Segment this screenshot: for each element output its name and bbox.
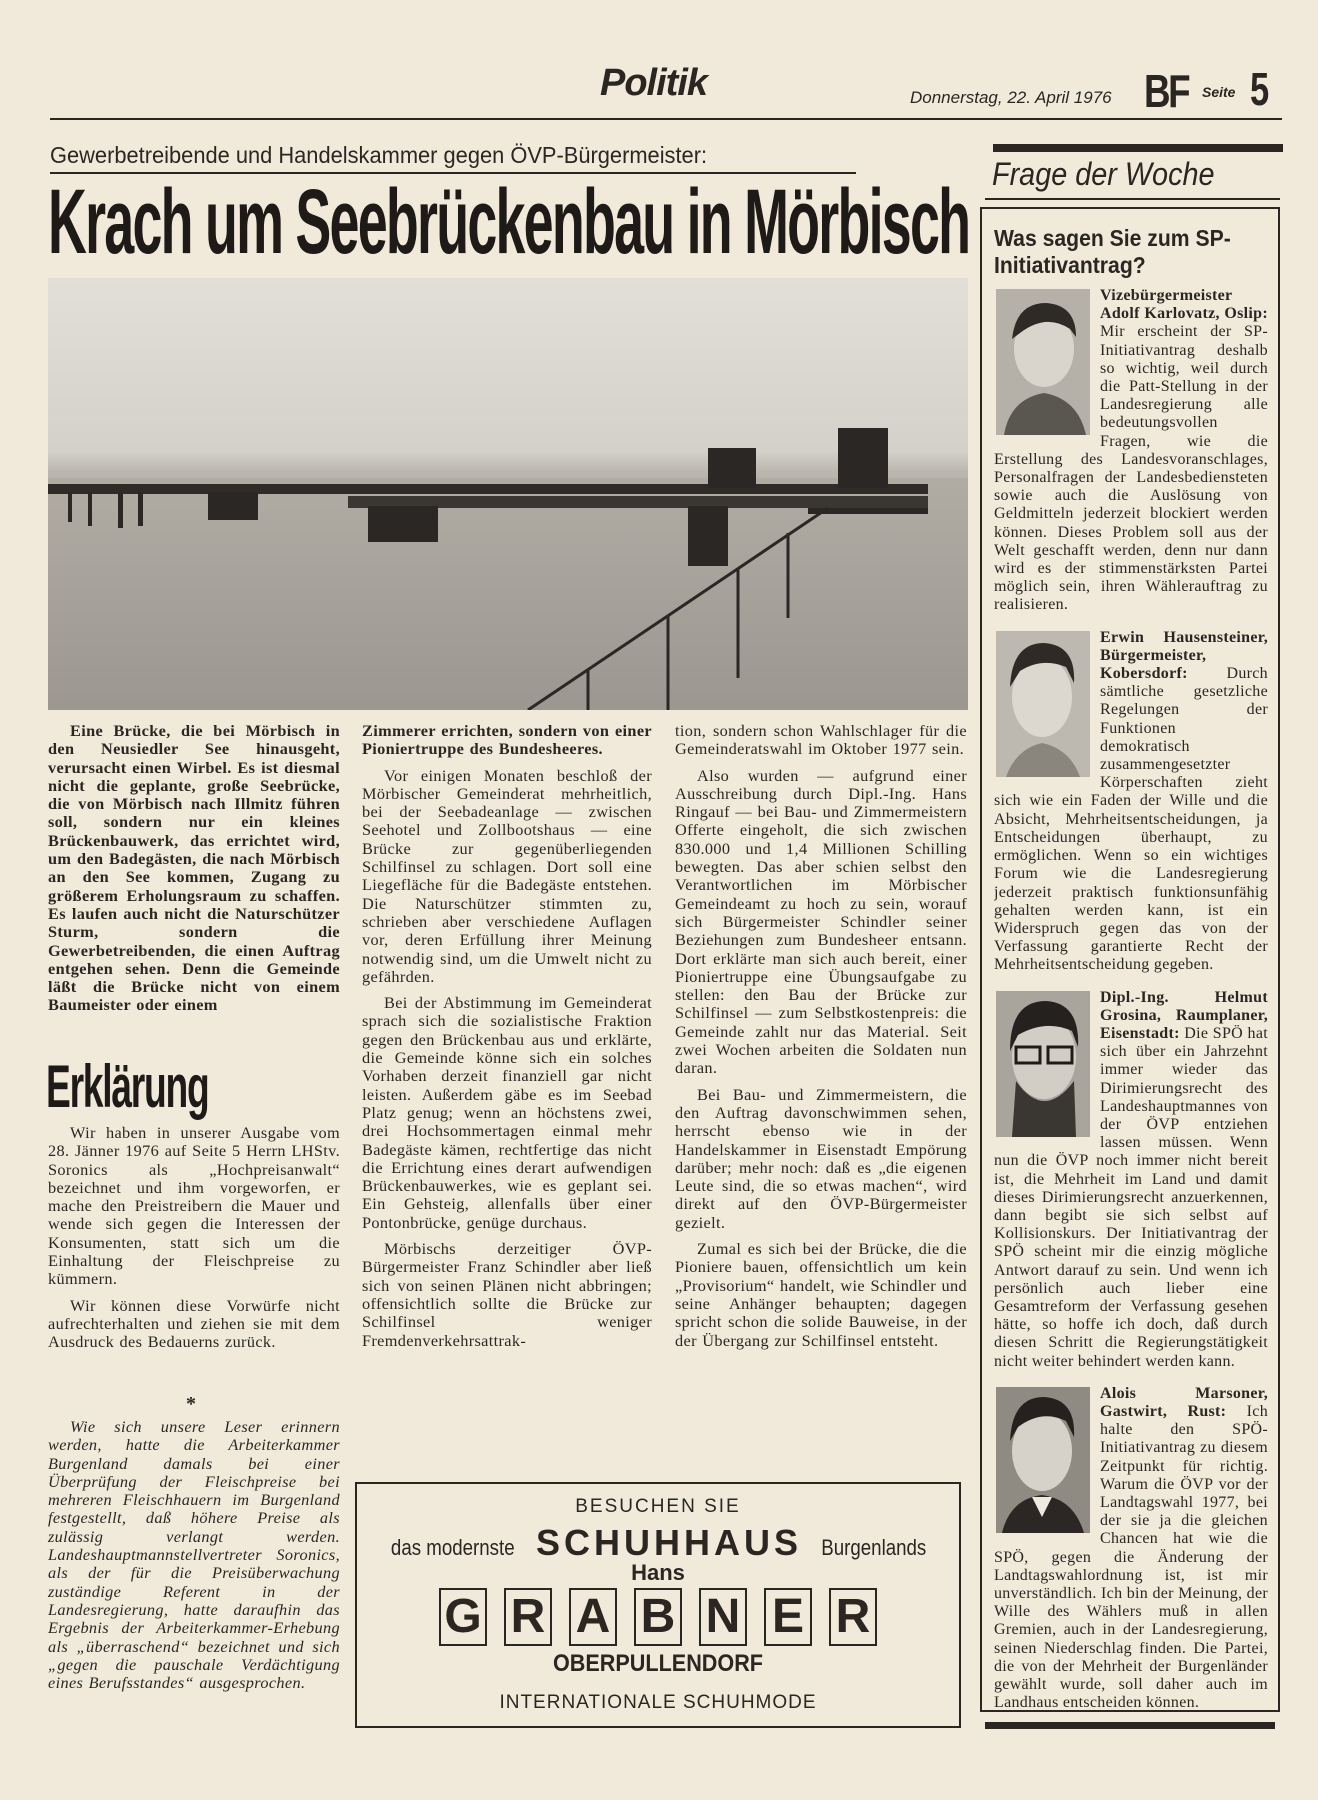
portrait-photo — [996, 991, 1090, 1137]
portrait-photo — [996, 631, 1090, 777]
correction-italic-paragraph: Wie sich unsere Leser erinnern werden, hatte die Arbeiterkammer Burgenland damals bei einer Überprüfung der Fleischpreise bei mehreren Fleischhauern im Burgenland festgestellt, daß höhere Preise als zulässig verlangt werden. Landeshauptmannstellvertreter Soronics, als der für die Preisüberwachung zuständige Referent in der Landesregierung, hatte daraufhin das Ergebnis der Arbeiterkammer-Erhebung als „überraschend“ bezeichnet und sich „gegen die pauschale Verdächtigung eines Berufsstandes“ ausgesprochen. — [48, 1417, 340, 1693]
ad-intro: BESUCHEN SIE — [575, 1496, 741, 1517]
ad-letter: A — [569, 1588, 617, 1646]
sidebar-top-bar — [993, 144, 1283, 152]
body-paragraph: Bei der Abstimmung im Gemeinderat sprach sich die sozialistische Fraktion gegen den Brückenbau aus und erklärte, die Gemeinde könne sich ein solches Vorhaben derzeit finanziell gar nicht leisten. Außerdem gäbe es im Seebad Platz genug; wenn an höchstens zwei, drei Hochsommertagen einmal mehr Badegäste kämen, rechtfertige das nicht die Errichtung eines derart aufwendigen Brückenbauwerkes, wie es geplant sei. Ein Gehsteig, allenfalls über einer Pontonbrücke, genüge durchaus. — [362, 993, 652, 1232]
opinion-entry — [994, 989, 1268, 1371]
body-paragraph: Mörbischs derzeitiger ÖVP-Bürgermeister Franz Schindler aber ließ sich von seinen Plänen nicht abbringen; offensichtlich sollte die Brücke zur Schilfinsel weniger Fremdenverkehrsattrak- — [362, 1239, 652, 1350]
body-paragraph: Vor einigen Monaten beschloß der Mörbischer Gemeinderat mehrheitlich, bei der Seebadeanlage — zwischen Seehotel und Zollbootshaus — eine Brücke zur gegenüberliegenden Schilfinsel zu schlagen. Dort soll eine Liegefläche für die Badegäste entstehen. Die Naturschützer stimmten zu, schrieben aber verschiedene Auflagen vor, deren Erfüllung ihrer Meinung notwendig sind, um die Umwelt nicht zu gefährden. — [362, 765, 652, 986]
ad-letter: N — [699, 1588, 747, 1646]
respondent-answer: Durch sämtliche gesetzliche Regelungen der Funktionen demokratisch zusammengesetzter Körperschaften zieht sich wie ein Faden der Wille und die Absicht, Mehrheitsentscheidungen, ja Entscheidungen überhaupt, zu ermöglichen. Wenn so ein wichtiges Forum wie die Landesregierung jederzeit praktisch funktionsunfähig gehalten werden kann, ist ein Widerspruch gegen das von der Verfassung garantierte Recht der Mehrheitsentscheidung gegeben. — [994, 665, 1268, 974]
article-headline: Krach um Seebrückenbau in Mörbisch — [48, 171, 970, 273]
section-title: Politik — [600, 62, 708, 104]
body-paragraph: Bei Bau- und Zimmermeistern, die den Auftrag davonschwimmen sehen, herrscht ebenso wie in der Handelskammer in Eisenstadt Empörung darüber; mehr noch: daß es „die eigenen Leute sind, die so etwas machen“, wird direkt auf den ÖVP-Bürgermeister gezielt. — [675, 1084, 967, 1232]
respondent-name: Dipl.-Ing. Helmut Grosina, Raumplaner, Eisenstadt: — [1100, 988, 1268, 1042]
ad-name-letters — [357, 1588, 959, 1646]
body-paragraph: tion, sondern schon Wahlschlager für die Gemeinderatswahl im Oktober 1977 sein. — [675, 721, 967, 759]
opinion-entry — [994, 1385, 1268, 1713]
article-kicker: Gewerbetreibende und Handelskammer gegen ÖVP-Bürgermeister: — [50, 142, 708, 168]
page-number: 5 — [1250, 63, 1270, 115]
ad-letter: G — [439, 1588, 487, 1646]
respondent-name: Erwin Hausensteiner, Bürgermeister, Kobersdorf: — [1100, 628, 1268, 683]
ad-letter: R — [504, 1588, 552, 1646]
issue-date: Donnerstag, 22. April 1976 — [910, 88, 1112, 107]
ad-letter: R — [829, 1588, 877, 1646]
portrait-photo — [996, 1387, 1090, 1533]
sidebar-rule — [985, 198, 1280, 200]
article-lead — [48, 722, 340, 1023]
respondent-answer: Ich halte den SPÖ-Initiativantrag zu diesem Zeitpunkt für richtig. Warum die ÖVP vor der Landtagswahl 1977, bei der sie ja die gleichen Chancen hat wie die SPÖ, gegen die Änderung der Landtagswahlordnung ist, ist mir unverständlich. Ich bin der Meinung, der Wille des Wählers muß in allen Gremien, auch in der Landesregierung, seinen Niederschlag finden. Die Partei, die von der Mehrheit der Burgenländer gewählt wurde, soll daher auch im Landhaus entscheiden können. — [994, 1402, 1268, 1712]
opinion-entry — [994, 629, 1268, 975]
respondent-name: Vizebürgermeister Adolf Karlovatz, Oslip: — [1100, 287, 1268, 323]
respondent-answer: Mir erscheint der SP-Initiativantrag deshalb so wichtig, weil durch die Patt-Stellung in der Landesregierung alle bedeutungsvollen Fragen, wie die Erstellung des Landesvoranschlages, Personalfragen der Landesbediensteten sowie auch die Auslösung von Geldmitteln jederzeit blockiert werden können. Dieses Problem soll aus der Welt geschafft werden, denn nur dann wird es der stimmenstärksten Partei möglich sein, ihren Wählerauftrag zu realisieren. — [994, 323, 1268, 614]
ad-tagline — [357, 1522, 959, 1564]
correction-body — [48, 1124, 340, 1360]
ad-brand: SCHUHHAUS — [535, 1522, 802, 1563]
correction-note — [48, 1418, 340, 1700]
portrait-photo — [996, 289, 1090, 435]
question-of-the-week-box — [980, 207, 1280, 1712]
ad-slogan: INTERNATIONALE SCHUHMODE — [499, 1692, 817, 1713]
ad-city: OBERPULLENDORF — [552, 1650, 764, 1677]
opinion-entry — [994, 287, 1268, 615]
respondent-answer: Die SPÖ hat sich über ein Jahrzehnt immer wieder das Dirimierungsrecht des Landeshauptmannes von der ÖVP entziehen lassen müssen. Wenn nun die ÖVP noch immer nicht bereit ist, die Mehrheit im Land und damit dieses Dirimierungsrecht anzuerkennen, dann begibt sie sich selbst auf Kollisionskurs. Der Initiativantrag der SPÖ scheint mir die einzig mögliche Antwort darauf zu sein. Und wenn ich persönlich auch lieber eine Gesamtreform der Verfassung gesehen hätte, so hoffe ich doch, daß durch diesen Schritt die Regierungstätigkeit nicht weiter behindert werden kann. — [994, 1024, 1268, 1370]
respondent-name: Alois Marsoner, Gastwirt, Rust: — [1100, 1384, 1268, 1420]
separator-asterisk: * — [186, 1393, 196, 1415]
shoe-store-advertisement — [355, 1482, 961, 1728]
ad-letter: E — [764, 1588, 812, 1646]
article-column-2 — [362, 722, 652, 1358]
body-paragraph: Zumal es sich bei der Brücke, die die Pioniere bauen, offensichtlich um kein „Provisorium“ handelt, wie Schindler und seine Anhänger behaupten; dagegen spricht schon die solide Bauweise, in der der Übergang zur Schilfinsel entsteht. — [675, 1239, 967, 1350]
lead-continuation: Zimmerer errichten, sondern von einer Pioniertruppe des Bundesheeres. — [362, 721, 652, 759]
newspaper-logo: BF — [1144, 65, 1189, 117]
correction-paragraph: Wir haben in unserer Ausgabe vom 28. Jänner 1976 auf Seite 5 Herrn LHStv. Soronics als „Hochpreisanwalt“ bezeichnet und ihm vorgeworfen, er mache den Preistreibern die Mauer und wende sich gegen die Interessen der Konsumenten, statt sich um die Einhaltung der Fleischpreise zu kümmern. — [48, 1123, 340, 1289]
weekly-question: Was sagen Sie zum SP-Initiativantrag? — [994, 225, 1231, 278]
ad-pre: das modernste — [390, 1535, 515, 1560]
ad-post: Burgenlands — [821, 1535, 927, 1560]
ad-first-name: Hans — [631, 1560, 685, 1585]
article-column-3 — [675, 722, 967, 1358]
header-rule — [50, 118, 1282, 120]
sidebar-title: Frage der Woche — [992, 156, 1215, 192]
ad-letter: B — [634, 1588, 682, 1646]
correction-title: Erklärung — [46, 1053, 209, 1120]
bridge-photo — [48, 278, 968, 710]
sidebar-bottom-bar — [985, 1722, 1275, 1729]
page-label: Seite — [1202, 84, 1236, 100]
lead-paragraph: Eine Brücke, die bei Mörbisch in den Neusiedler See hinausgeht, verursacht einen Wirbel. Es ist diesmal nicht die geplante, große Seebrücke, die von Mörbisch nach Illmitz führen soll, sondern nur ein kleines Brückenbauwerk, das errichtet wird, um den Badegästen, die nach Mörbisch an den See kommen, Zugang zu größerem Erholungsraum zu schaffen. Es laufen auch nicht die Naturschützer Sturm, sondern die Gewerbetreibenden, die einen Auftrag entgehen sehen. Denn die Gemeinde läßt die Brücke nicht von einem Baumeister oder einem — [48, 721, 340, 1015]
body-paragraph: Also wurden — aufgrund einer Ausschreibung durch Dipl.-Ing. Hans Ringauf — bei Bau- und Zimmermeistern Offerte eingeholt, die sich zwischen 830.000 und 1,4 Millionen Schilling bewegten. Das aber schien selbst den Verantwortlichen im Mörbischer Gemeindeamt zu hoch zu sein, worauf sich Bürgermeister Schindler seiner Beziehungen zum Bundesheer entsann. Dort erklärte man sich auch bereit, einer Pioniertruppe eine Übungsaufgabe zu stellen: den Bau der Brücke zur Schilfinsel — zum Selbstkostenpreis: die Gemeinde zahlt nur das Material. Seit zwei Wochen arbeiten die Soldaten nun daran. — [675, 765, 967, 1078]
correction-paragraph: Wir können diese Vorwürfe nicht aufrechterhalten und ziehen sie mit dem Ausdruck des Bedauerns zurück. — [48, 1295, 340, 1352]
